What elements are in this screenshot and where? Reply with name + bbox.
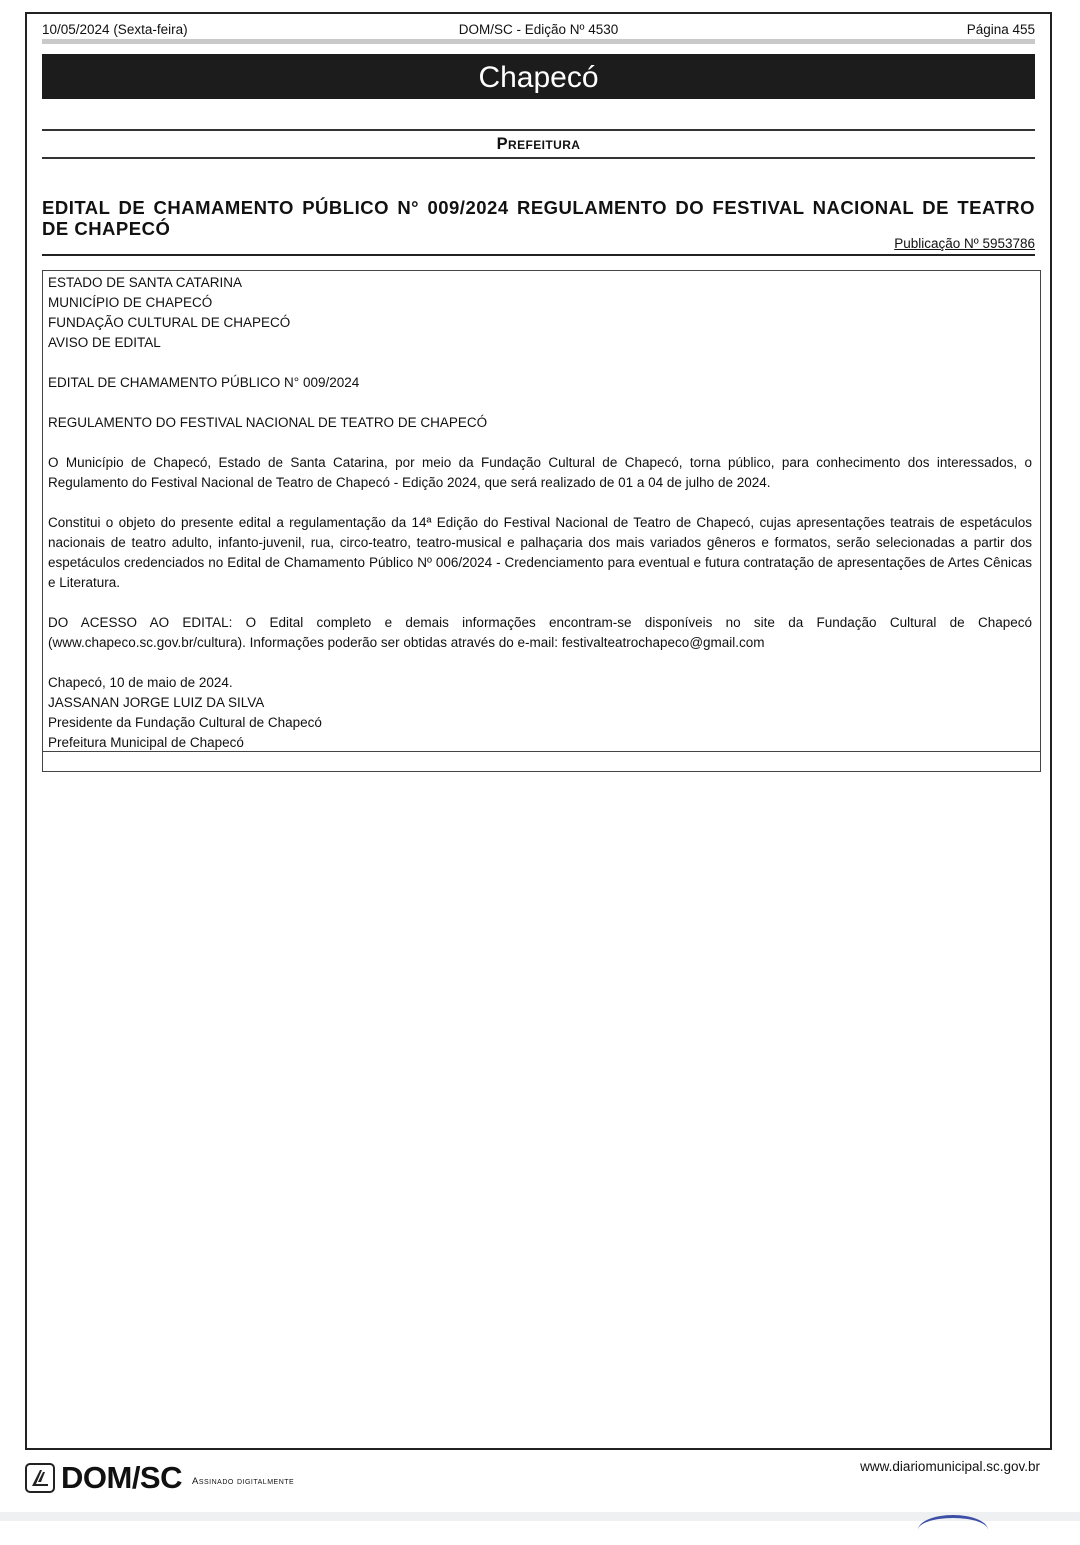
- header-date: 10/05/2024 (Sexta-feira): [42, 21, 188, 37]
- body-box-divider: [43, 751, 1040, 752]
- website-link[interactable]: www.diariomunicipal.sc.gov.br: [860, 1459, 1040, 1474]
- header-page-number: Página 455: [966, 21, 1035, 37]
- title-divider: [42, 254, 1035, 256]
- page-footer: [25, 1455, 1040, 1495]
- document-title: EDITAL DE CHAMAMENTO PÚBLICO N° 009/2024 REGULAMENTO DO FESTIVAL NACIONAL DE TEATRO DE CHAPECÓ: [42, 197, 1035, 239]
- publication-number: Publicação Nº 5953786: [894, 236, 1035, 251]
- paragraph-announcement: O Município de Chapecó, Estado de Santa Catarina, por meio da Fundação Cultural de Chapecó, torna público, para conhecimento dos interessados, o Regulamento do Festival Nacional de Teatro de Chapecó - Edição 2024, que será realizado de 01 a 04 de julho de 2024.: [48, 455, 1032, 490]
- body-line: MUNICÍPIO DE CHAPECÓ: [48, 295, 213, 310]
- logo-subtitle: Assinado digitalmente: [192, 1475, 295, 1487]
- header-edition: DOM/SC - Edição Nº 4530: [458, 21, 619, 37]
- page-header: [42, 19, 1035, 39]
- municipality-banner: Chapecó: [42, 54, 1035, 99]
- gazette-page: [25, 12, 1052, 1450]
- section-rule-bottom: [42, 157, 1035, 159]
- paragraph-access: DO ACESSO AO EDITAL: O Edital completo e demais informações encontram-se disponíveis no site da Fundação Cultural de Chapecó (www.chapeco.sc.gov.br/cultura). Informações poderão ser obtidas através do e-mail: festivalteatrochapeco@gmail.com: [48, 615, 1032, 650]
- signature-org: Prefeitura Municipal de Chapecó: [48, 735, 244, 750]
- section-title: Prefeitura: [496, 135, 581, 153]
- signature-name: JASSANAN JORGE LUIZ DA SILVA: [48, 695, 265, 710]
- signature-date: Chapecó, 10 de maio de 2024.: [48, 675, 233, 690]
- paragraph-object: Constitui o objeto do presente edital a regulamentação da 14ª Edição do Festival Nacional de Teatro de Chapecó, cujas apresentações teatrais de espetáculos nacionais de teatro adulto, infanto-juvenil, rua, circo-teatro, teatro-musical e palhaçaria dos mais variados gêneros e formatos, serão selecionadas a partir dos espetáculos credenciados no Edital de Chamamento Público Nº 006/2024 - Credenciamento para eventual e futura contratação de apresentações de Artes Cênicas e Literatura.: [48, 515, 1032, 590]
- document-body: [48, 273, 1032, 753]
- corner-decoration: [918, 1515, 988, 1545]
- body-line: AVISO DE EDITAL: [48, 335, 161, 350]
- signature-role: Presidente da Fundação Cultural de Chapecó: [48, 715, 322, 730]
- document-body-box: [42, 270, 1041, 772]
- bottom-band: [0, 1512, 1080, 1521]
- regulamento-line: REGULAMENTO DO FESTIVAL NACIONAL DE TEATRO DE CHAPECÓ: [48, 415, 488, 430]
- body-line: FUNDAÇÃO CULTURAL DE CHAPECÓ: [48, 315, 291, 330]
- dom-sc-logo-icon: [25, 1463, 55, 1493]
- logo-text: DOM/SC: [61, 1460, 182, 1495]
- dom-sc-logo: [25, 1460, 295, 1495]
- header-divider: [42, 39, 1035, 44]
- section-rule-top: [42, 129, 1035, 131]
- edital-line: EDITAL DE CHAMAMENTO PÚBLICO N° 009/2024: [48, 375, 360, 390]
- body-line: ESTADO DE SANTA CATARINA: [48, 275, 243, 290]
